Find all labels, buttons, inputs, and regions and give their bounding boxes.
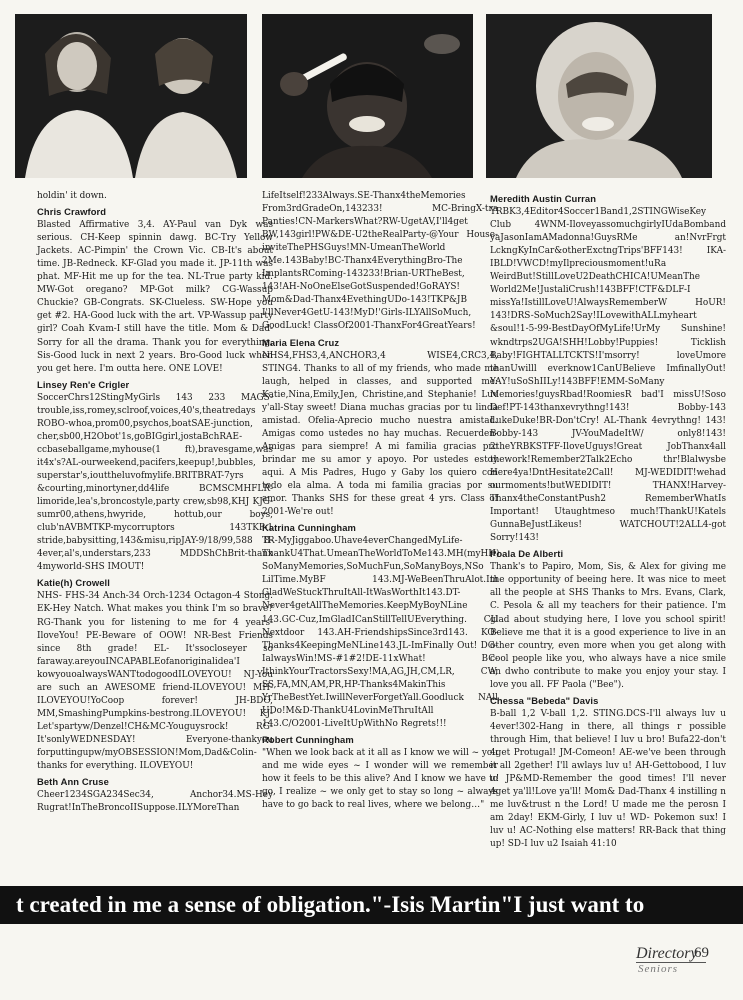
senior-name: Chessa "Bebeda" Davis: [490, 694, 599, 706]
senior-text: YRBK3,4Editor4Soccer1Band1,2STINGWiseKey Club 4WNM-IloveyassomuchgirlyIUdaBomband yaJasonIamAMadonna!GuysRMe an!NvrFrgt LckngKyInCar&otherExctngTrips'BFF143! IKA-IBLD!VWCD!myIlpreciousmoment!uRa WeirdBut!StillLoveU2DeathCHICA!UMeanThe World2Me!JustaliCrush!143BFF!CTF&DLF-I missYa!IstillLoveU!AlwaysRememberW HoUR! 143!DRS-SoMuch2Say!ILovewithALLmyheart &soul!1-5-99-BestDayOfMyLife!UrMy Sunshine! wkndtrps2UGA!SHH!Lobby!Puppies! Ticklish Baby!FIGHTALLTCKTS!I'msorry! loveUmore thanUwilll everknow1CanUBelieve ImfinallyOut! YAY!uSoShIILy!143BFF!EMM-SoMany Memories!guysRbad!RoomiesR bad'I missU!Soso Def!PT-143thanxevrythng!143! Bobby-143 LukeDuke!BR-Don'tCry! AL-Thank 4evrythng! 143! Bobby-143 JV-YouMadeItW/ only8!143! 2theYRBKSTFF-IloveUguys!Great JobThanx4all thework!Remember2Talk2Echo thr!Blalwysbe Here4ya!DntHesitate2Call! MJ-WEDIDIT!wehad ourmoments!butWEDIDIT! THANX!Harvey-Thanx4theConstantPush2 RememberWhatIs Important! Utaughtmeso much!ThankU!Katels GunnaBeJustLikeus! WATCHOUT!2ALL4-got Sorry!143!: [490, 207, 726, 544]
photo-hooded-student: [486, 14, 712, 178]
quote-banner: [0, 886, 743, 924]
senior-name: Meredith Austin Curran: [490, 193, 597, 204]
senior-entry: [262, 521, 498, 731]
section-title: Directory: [636, 945, 698, 962]
senior-text: "When we look back at it all as I know we will ~ you and me wide eyes ~ I wonder will we remember how it feels to be this alive? And I know we have to go, I realize ~ we only get to stay so long ~ always have to go back to real lives, where we belong…": [262, 747, 498, 811]
column-1: [37, 190, 273, 815]
subsection-title: Seniors: [638, 963, 678, 975]
continued-text: holdin' it down.: [37, 191, 107, 201]
senior-text: NHS- FHS-34 Anch-34 Orch-1234 Octagon-4 Stong. EK-Hey Natch. What makes you think I'm so brave? RG-Thank you for listening to me for 4 years-IloveYou! PE-Beware of OOW! NR-Best Friends since 8th grade! EL- It'ssocloseyer so faraway.areyouINCAPABLEofanoriginalidea'I kowyouoalwaysWANTtodogoodILOVEYOU! NJ-You are such an AWESOME friend-ILOVEYOU! MH-ILOVEYOU!YoCoop forever! JH-BDO, MM,SmashingPumpkins-bestrong.ILOVEYOU! KJ-Let'spartyw/Denzel!CH&MC-Youguysrock! RG-It'sonlyWEDNESDAY! Everyone-thankyou forputtingupw/myOBSESSION!Mom,Dad&Colin-thanks for everything. ILOVEYOU!: [37, 591, 273, 772]
senior-name: Katie(h) Crowell: [37, 577, 110, 589]
senior-text: B-ball 1,2 V-ball 1,2. STING.DCS-I'll always luv u 4ever!302-Hang in there, all things r possible through Him, that believe! I luv u bro! Bufa22-don't 4get Protugal! JM-Comeon! AE-we've been through it all 2gether! I'll awlays luv u! AH-Gettobood, I luv u! JP&MD-Remember the good times! I'll never 4get ya'll!Love ya'll! Mom& Dad-Thanx 4 instilling n me luv&trust n the Lord! U made me the perosn I am 2day! EKM-Girly, I luv u! WD- Pokemon sux! I luv u! AC-Nothing else matters! RR-Back that thing up! SD-I luv u2 Isaiah 41:10: [490, 708, 726, 850]
senior-entry: [37, 205, 273, 376]
senior-name: Poala De Alberti: [490, 548, 564, 560]
senior-name: Katrina Cunningham: [262, 522, 356, 534]
senior-text: Thank's to Papiro, Mom, Sis, & Alex for giving me the opportunity of beeing here. It was nice to meet all the people at SHS Thanks to Mrs. Evans, Clark, C. Pesola & all my teachers for their patience. I'm glad about studying here, I love you school spirit! Believe me that it is a good experience to live in an other country, even more when you get along with cool people like you, who always have a nice smile an dwho contribute to make you enjoy your stay. I love you all. FF Paola ("Bee").: [490, 562, 726, 690]
photo-glowstick: [262, 14, 473, 178]
page-number: 69: [694, 945, 709, 961]
senior-entry: [37, 775, 273, 815]
continued-text: LifeItself!233Always.SE-Thanx4theMemories From3rdGradeOn,143233! MC-BringX-tra Panties!CN-MarkersWhat?RW-UgetAV,I'll4get BW,143girl!PW&DE-U2theRealParty-@Your House-inviteThePHSGuys!MN-UmeanTheWorld 2Me.143Baby!BC-Thanx4EverythingBro-The ImplantsRComing-143233!Brian-URTheBest, 143!AH-NoOneElseGotSuspended!GoRAYS! Mom&Dad-Thanx4EvethingUDo-143!TKP&JB I'llNever4GetU-143!MyD!'Girls-ILYAllSoMuch, GoodLuck! ClassOf2001-ThanxFor4GreatYears!: [262, 191, 498, 332]
senior-name: Robert Cunningham: [262, 733, 354, 745]
senior-entry: [490, 192, 726, 545]
senior-text: TR-MyJiggaboo.Uhave4everChangedMyLife-ThankU4That.UmeanTheWorldToMe143.MH(myHH) SoManyMemories,SoMuchFun,SoManyBoys,NSo LilTime.MyBF 143.MJ-WeBeenThruAlot.Im GladWeStuckThruItAll-ItWasWorthIt143.DT-Never4getAllTheMemories.KeepMyBoyNLine 143.GC-Cuz,ImGladICanStillTellUEverything. CU Nextdoor 143.AH-FriendshipsSince3rd143. KO-Thanks4KeepingMeNLine143.JL-ImFinally Out! DG-IalwaysWin!MS-#1#2!DE-11xWhat! BC-IthinkYourTractorsSexy!MA,AG,JH,CM,LR, CW, SS,FA,MN,AM,PR,HP-Thanks4MakinThis YrTheBestYet.IwillNeverForgetYall.Goodluck NAll UDo!M&D-ThankU4LovinMeThruItAll 143.C/O2001-LiveItUpWithNo Regrets!!!: [262, 536, 500, 729]
senior-entry: [37, 576, 273, 773]
photo-two-girls: [15, 14, 247, 178]
page-footer: [636, 945, 726, 985]
quote-banner-text: t created in me a sense of obligation."-Isis Martin"I just want to: [16, 892, 645, 917]
column-2: [262, 190, 498, 812]
senior-entry: [262, 336, 498, 520]
senior-text: Cheer1234SGA234Sec34, Anchor34.MS-Hey Rugrat!InTheBroncoIISuppose.ILYMoreThan: [37, 790, 273, 814]
senior-name: Linsey Ren'e Crigler: [37, 378, 130, 390]
senior-entry: [490, 694, 726, 852]
senior-entry: [490, 547, 726, 692]
senior-name: Beth Ann Cruse: [37, 776, 109, 788]
column-3: [490, 190, 726, 851]
senior-text: SoccerChrs12StingMyGirls 143 233 MAGS-trouble,iss,romey,sclroof,voices,40's,theatredays ROBO-whoa,prom00,psychos,boatSAE-junction, cher,sb00,H2Obot'1s,goBIGgirl,jostaBchRAE-ccbaseballgame,myhouse(1 ft),bravesgame,was it4x's?AL-ourweekend,pacifers,keepup!,bubbles, superstar's,iouttheluvofmylife.BRITBRAT-7yrs &courting,minortyner,dd4life BCMSCMHFLR-limoride,lea's,broncostyle,party crew,sb98,KHJ KJG-sumr00,athens,hwyride, hottub,our boys, club'nAVBMTKP-mycorruptors 143TKP-1 stride,babysitting,143&misu,ripJAY-9/18/99,588 8-4ever,al's,understars,233 MDDShChBrit-thanx 4myworld-SHS IMOUT!: [37, 392, 273, 573]
senior-entry: [262, 733, 498, 812]
senior-text: NHS4,FHS3,4,ANCHOR3,4 WISE4,CRC3,4, STING4. Thanks to all of my friends, who made me laugh, helped in classes, and supported me: Katie,Nina,Emily,Jen, Christine,and Stephanie! Luv y'all-Stay sweet! Diana muchas gracias por tu linda amistad. Ofelia-Aprecio mucho nuestra amistad. Amigas como ustedes no hay muchas. Recuerden-Amigas para siempre! A mi familia gracias pro brindar me su amor y apoyo. Por ustedes estoy aqui. A Mis Padres, Hugo y Gaby los quiero con todo ela alma. A toda mi familia gracias por su amor. Thanks SHS for these great 4 yrs. Class of 2001-We're out!: [262, 350, 498, 518]
senior-text: Blasted Affirmative 3,4. AY-Paul van Dyk was serious. CH-Keep spinnin dawg. BC-Try Yellow Jackets. AC-Pimpin' the Crown Vic. CB-It's about time. JB-Redneck. KF-Glad you made it. JP-11th was phat. MF-Hit me up for the tea. NL-True party kid. MW-Got oregano? MP-Got milk? CG-Wassup Chuckie? GB-Congrats. SK-Clueless. SW-Hope you get #2. HA-Good luck with the art. VP-Wassup party girl? Coah Kvam-I still have the title. Mom & Dad-Sorry for all the drama. Thank you for everything. Sis-Good luck in next 2 years. Bro-Good luck when you get here. I'm outta here. ONE LOVE!: [37, 220, 273, 374]
senior-name: Maria Elena Cruz: [262, 336, 340, 348]
senior-name: Chris Crawford: [37, 206, 107, 218]
senior-entry: [37, 378, 273, 575]
